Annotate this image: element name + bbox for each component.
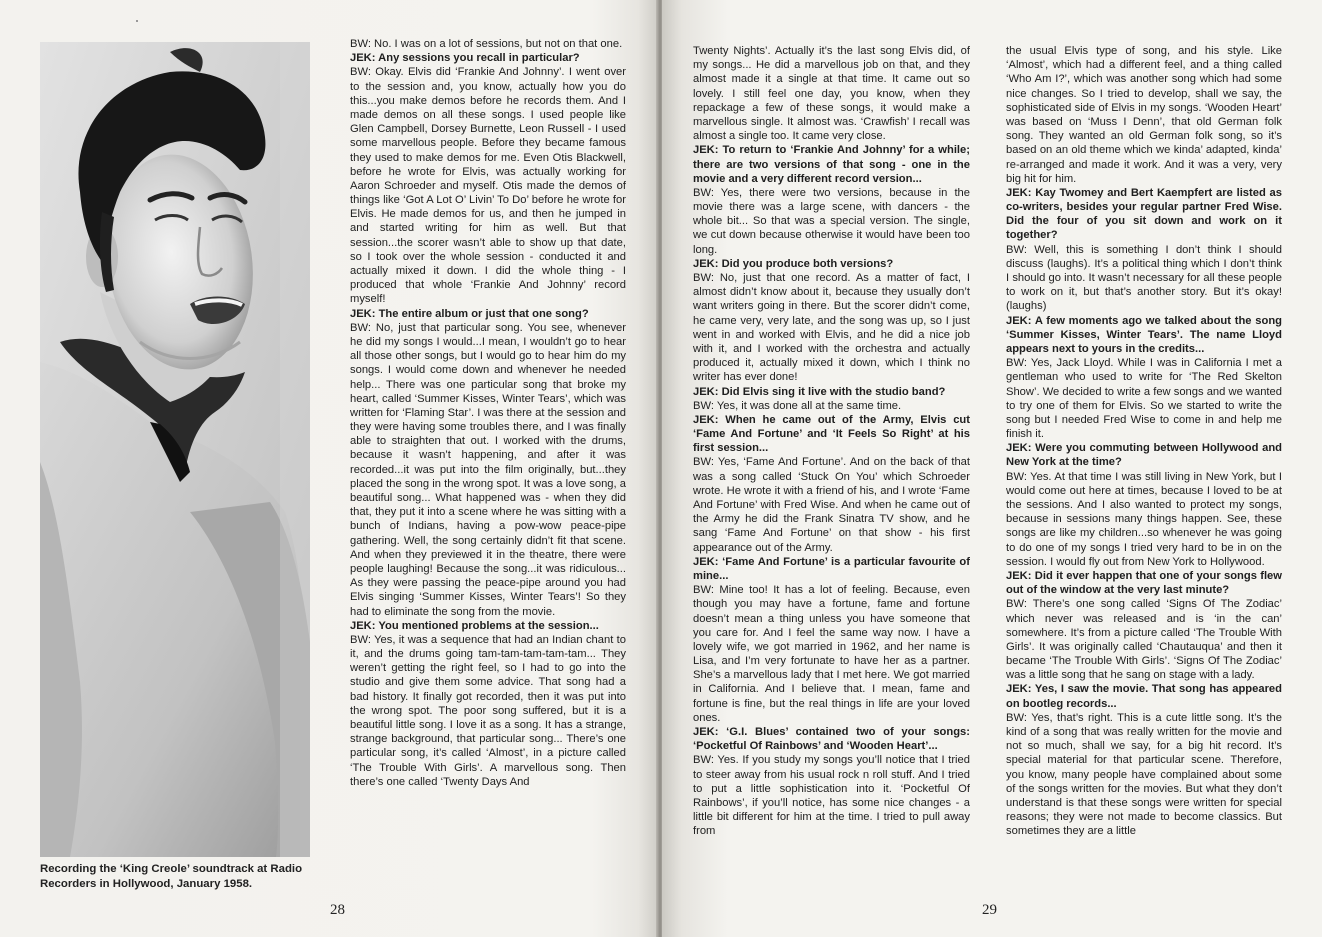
interview-question: JEK: Any sessions you recall in particular? xyxy=(350,52,580,65)
interview-column-left xyxy=(350,37,626,893)
interview-question: JEK: Kay Twomey and Bert Kaempfert are listed as co-writers, besides your regular partner Fred Wise. Did the four of you sit down and work on it together? xyxy=(1006,186,1282,242)
interview-question: JEK: Were you commuting between Hollywood and New York at the time? xyxy=(1006,442,1282,469)
interview-question: JEK: Yes, I saw the movie. That song has appeared on bootleg records... xyxy=(1006,683,1282,710)
right-page xyxy=(662,0,1322,937)
photo-caption: Recording the ‘King Creole’ soundtrack at Radio Recorders in Hollywood, January 1958. xyxy=(40,863,303,890)
interview-question: JEK: Did you produce both versions? xyxy=(693,257,894,270)
interview-question: JEK: The entire album or just that one song? xyxy=(350,307,589,320)
interview-answer: BW: Yes, Jack Lloyd. While I was in California I met a gentleman who used to write for ‘The Red Skelton Show’. We decided to write a few songs and we wanted to try one of them for Elvis. So we started to write the song but I needed Fred Wise to come in and help me finish it. xyxy=(1006,357,1282,441)
interview-answer: BW: Yes, that’s right. This is a cute little song. It’s the kind of a song that was really written for the movie and not so much, shall we say, for a big hit record. It’s special material for that particular scene. Therefore, you know, many people have complained about some of the songs written for the movies. But what they don’t understand is that these songs were written for special reasons; they were not made to become classics. But sometimes they are a little xyxy=(1006,711,1282,838)
interview-column-right xyxy=(1006,44,1282,895)
interview-question: JEK: A few moments ago we talked about the song ‘Summer Kisses, Winter Tears’. The name Lloyd appears next to yours in the credits... xyxy=(1006,314,1282,355)
interview-answer: BW: Yes, there were two versions, because in the movie there was a large scene, with dancers - the whole bit... So that was a special version. The single, we cut down because otherwise it would have been too long. xyxy=(693,186,970,256)
interview-answer: BW: There’s one song called ‘Signs Of The Zodiac’ which never was released and is ‘in the can’ somewhere. It’s from a picture called ‘The Trouble With Girls’. It was originally called ‘Chautauqua’ and then it became ‘The Trouble With Girls’. ‘Signs Of The Zodiac’ was a little song that he sang on stage with a lady. xyxy=(1006,598,1282,682)
interview-question: JEK: When he came out of the Army, Elvis cut ‘Fame And Fortune’ and ‘It Feels So Right’ at his first session... xyxy=(693,413,970,455)
interview-answer: BW: Yes. If you study my songs you’ll notice that I tried to steer away from his usual rock n roll stuff. And I tried to put a little sophistication into it. ‘Pocketful Of Rainbows’, if you’ll notice, has some nice changes - a little bit different for him at the time. I tried to pull away from xyxy=(693,754,970,838)
interview-question: JEK: You mentioned problems at the session... xyxy=(350,619,599,632)
interview-answer: Twenty Nights’. Actually it’s the last song Elvis did, of my songs... He did a marvellous job on that, and they almost made it a single at that time. It came out so lovely. I still feel one day, you know, when they repackage a few of these songs, it would make a marvellous single. It almost was. ‘Crawfish’ I recall was almost a single too. It came very close. xyxy=(693,45,970,143)
interview-answer: BW: No, just that particular song. You see, whenever he did my songs I would...I mean, I wouldn’t go to hear all those other songs, but I would go to hear him do my songs. I would come down and whenever he needed help... There was one particular song that broke my heart, called ‘Summer Kisses, Winter Tears’, which was written for ‘Flaming Star’. I was there at the session and they were having some troubles there, and I was finally able to straighten that out. I worked with the drums, because it wasn’t happening, and after it was recorded...it was put into the film originally, but...they placed the song in the wrong spot. It was a love song, a beautiful song... What happened was - when they did that, they put it into a scene where he was sitting with a bunch of Indians, having a pow-wow peace-pipe gathering. Well, the song certainly didn’t fit that scene. And when they previewed it in the theatre, there were people laughing! Because the song...it was ridiculous... As they were passing the peace-pipe around you had Elvis singing ‘Summer Kisses, Winter Tears’! So they had to eliminate the song from the movie. xyxy=(350,321,626,618)
interview-answer: BW: Mine too! It has a lot of feeling. Because, even though you may have a fortune, fame and fortune doesn’t mean a thing unless you have someone that you care for. And I feel the same way now. I have a lovely wife, we got married in 1962, and her name is Lisa, and I’m very fortunate to have her as a partner. She’s a marvellous lady that I met here. We got married in California. And I believe that. I mean, fame and fortune is fine, but the real things in life are your loved ones. xyxy=(693,584,970,724)
interview-answer: BW: No. I was on a lot of sessions, but not on that one. xyxy=(350,38,623,50)
interview-answer: BW: Yes, it was a sequence that had an Indian chant to it, and the drums going tam-tam-tam-tam-tam... They weren’t getting the right feel, so I had to go into the studio and give them some advice. That song had a bad history. It finally got recorded, then it was put into the wrong spot. The poor song suffered, but it is a beautiful little song. I love it as a song. It has a strange, strange background, that particular song... There’s one particular song, it’s called ‘Almost’, in a picture called ‘The Trouble With Girls’. A marvellous song. Then there’s one called ‘Twenty Days And xyxy=(350,633,626,788)
page-number: 29 xyxy=(982,902,997,918)
interview-question: JEK: ‘Fame And Fortune’ is a particular favourite of mine... xyxy=(693,555,970,582)
print-speck xyxy=(136,20,138,22)
interview-answer: BW: Yes, ‘Fame And Fortune’. And on the back of that was a song called ‘Stuck On You’ which Schroeder wrote. He wrote it with a friend of his, and I wrote ‘Fame And Fortune’ with Fred Wise. And when he came out of the Army he did the Frank Sinatra TV show, and he sang ‘Fame And Fortune’ on that show - his first appearance out of the Army. xyxy=(693,456,970,554)
page-number: 28 xyxy=(330,902,345,918)
interview-answer: the usual Elvis type of song, and his style. Like ‘Almost’, which had a different feel, and a thing called ‘Who Am I?’, which was another song which had some nice changes. So I tried to develop, shall we say, the sophisticated side of Elvis in my songs. ‘Wooden Heart’ was based on ‘Muss I Denn’, that old German folk song. They wanted an old German folk song, so it’s based on an old theme which we kinda’ adapted, kinda’ re-arranged and made it work. And it was a very, very big hit for him. xyxy=(1006,45,1282,185)
interview-question: JEK: ‘G.I. Blues’ contained two of your songs: ‘Pocketful Of Rainbows’ and ‘Wooden Heart’... xyxy=(693,726,970,753)
interview-question: JEK: To return to ‘Frankie And Johnny’ for a while; there are two versions of that song - one in the movie and a very different record version... xyxy=(693,144,970,185)
interview-question: JEK: Did it ever happen that one of your songs flew out of the window at the very last minute? xyxy=(1006,569,1282,597)
interview-answer: BW: Yes, it was done all at the same time. xyxy=(693,399,902,412)
elvis-photo xyxy=(40,42,310,857)
interview-answer: BW: No, just that one record. As a matter of fact, I almost didn’t know about it, because they usually don’t want writers going in there. But the scorer didn’t come, he came very, very late, and the song was up, so I just went in and worked with Elvis, and he did a nice job with it, and I worked with the orchestra and actually produced it, actually mixed it down, which I think no writer has ever done! xyxy=(693,272,970,384)
interview-answer: BW: Well, this is something I don’t think I should discuss (laughs). It’s a political thing which I don’t think I should go into. It wasn’t necessary for all these people to work on it, but that’s another story. But it’s okay! (laughs) xyxy=(1006,243,1282,313)
interview-question: JEK: Did Elvis sing it live with the studio band? xyxy=(693,385,946,398)
interview-answer: BW: Okay. Elvis did ‘Frankie And Johnny’. I went over to the session and, you know, actually how you do this...you make demos before he records them. And I made demos on all these songs. I used people like Glen Campbell, Dorsey Burnette, Leon Russell - I used some marvellous people. Before they became famous they used to make demos for me. Even Otis Blackwell, before he wrote for Elvis, was actually working for Aaron Schroeder and myself. Otis made the demos of things like ‘Got A Lot O’ Livin’ To Do’ before he wrote for Elvis. He made demos for us, and then he jumped in and started writing for him as well. But that session...the scorer wasn’t able to show up that date, so I took over the whole session - conducted it and actually mixed it down. I did the whole thing - I produced that whole ‘Frankie And Johnny’ record myself! xyxy=(350,66,626,306)
left-page xyxy=(0,0,658,937)
interview-column-middle xyxy=(693,44,970,895)
interview-answer: BW: Yes. At that time I was still living in New York, but I would come out here at times, because I loved to be at the sessions. And I also wanted to protect my songs, because in sessions many things happen. See, these songs are like my children...so whenever he was going to do one of my songs I tried very hard to be in on the session. I would fly out from New York to Hollywood. xyxy=(1006,470,1282,568)
